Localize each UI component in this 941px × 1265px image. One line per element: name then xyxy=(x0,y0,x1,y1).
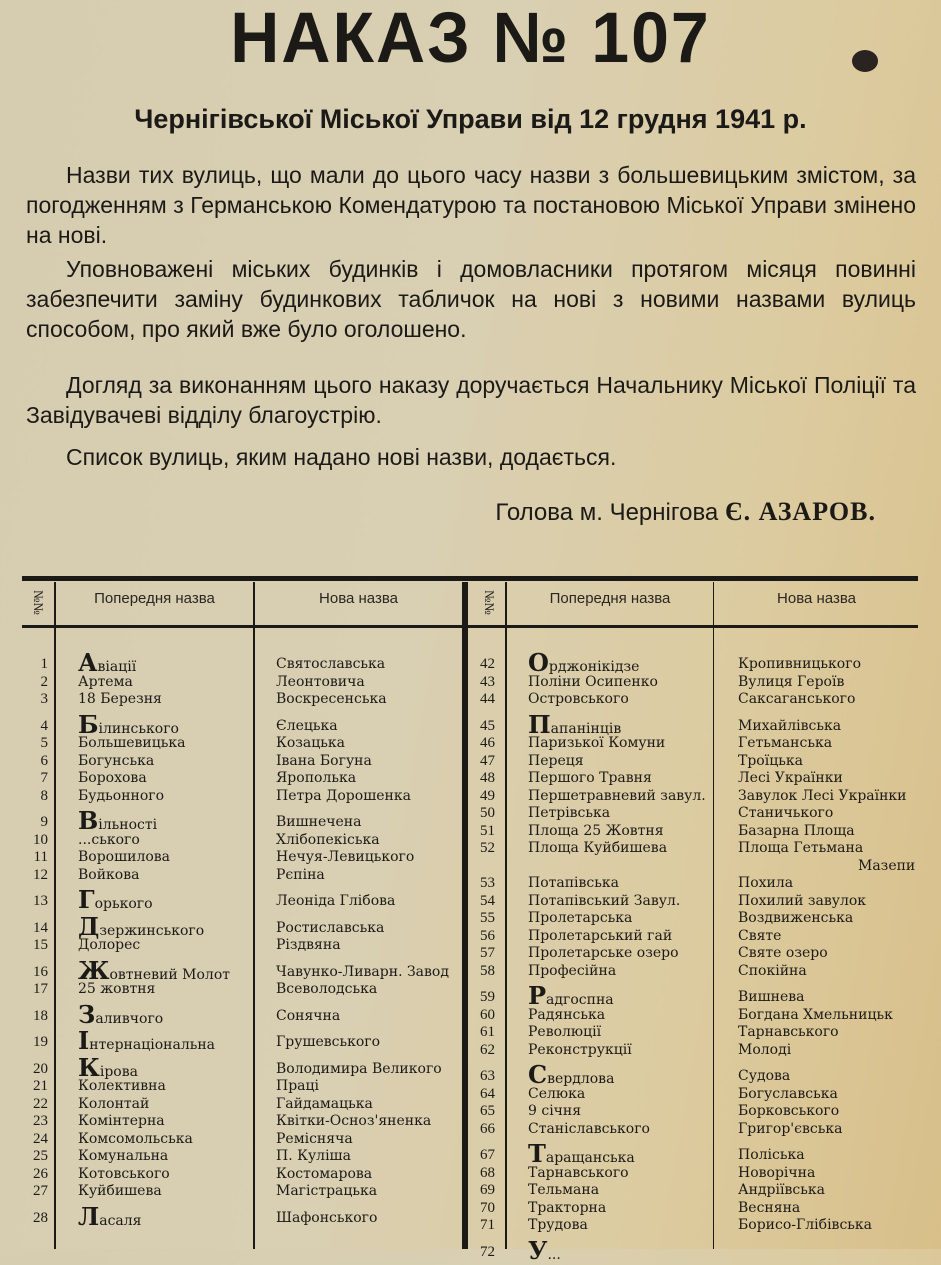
order-title: НАКАЗ № 107 xyxy=(230,0,711,78)
row-number: 42 xyxy=(480,656,495,672)
row-number: 19 xyxy=(33,1034,48,1050)
initial-letter: Р xyxy=(528,981,547,1010)
new-name: Святе озеро xyxy=(738,945,828,961)
header-previous-right: Попередня назва xyxy=(549,590,671,607)
row-number: 4 xyxy=(40,717,48,734)
previous-name: Переця xyxy=(528,752,584,769)
table-header-rule xyxy=(22,625,918,628)
row-number: 11 xyxy=(33,849,48,865)
row-number: 10 xyxy=(33,831,48,848)
initial-letter: З xyxy=(78,999,96,1029)
previous-name: Будьонного xyxy=(78,787,165,804)
row-number: 52 xyxy=(480,840,495,856)
new-name: Нечуя-Левицького xyxy=(276,849,415,865)
previous-name: Радянська xyxy=(528,1006,606,1023)
row-number: 47 xyxy=(480,752,495,769)
previous-name: Борохова xyxy=(78,770,147,786)
previous-name: Потапівський Завул. xyxy=(528,892,681,909)
initial-letter: Т xyxy=(528,1139,546,1168)
previous-name: Реконструкції xyxy=(528,1041,632,1058)
row-number: 5 xyxy=(40,735,48,751)
row-number: 68 xyxy=(480,1164,495,1181)
previous-name: Паризької Комуни xyxy=(528,735,666,751)
previous-name: Петрівська xyxy=(528,805,611,821)
previous-name: Богунська xyxy=(78,752,155,769)
new-name: Кропивницького xyxy=(738,656,861,672)
initial-letter: Л xyxy=(78,1201,100,1231)
new-name: Рєпіна xyxy=(276,866,325,883)
previous-name: Пролетарське озеро xyxy=(528,945,679,961)
new-name: Всеволодська xyxy=(276,981,378,997)
row-number: 61 xyxy=(480,1024,495,1040)
previous-name: У... xyxy=(528,1235,561,1265)
new-name: Ремісняча xyxy=(276,1130,353,1147)
row-number: 63 xyxy=(480,1068,495,1084)
divider xyxy=(505,582,507,1249)
previous-name: Свердлова xyxy=(528,1060,615,1089)
row-number: 25 xyxy=(33,1148,48,1164)
previous-name: Тельмана xyxy=(528,1182,600,1198)
previous-name: Потапівська xyxy=(528,875,619,891)
divider xyxy=(713,582,714,1249)
row-number: 1 xyxy=(40,656,48,672)
new-name: Магістрацька xyxy=(276,1183,378,1199)
new-name: Гетьманська xyxy=(738,735,833,751)
header-new-right: Нова назва xyxy=(777,590,856,607)
new-name: Тарнавського xyxy=(738,1024,839,1040)
new-name: Воздвиженська xyxy=(738,910,854,926)
initial-letter: Ж xyxy=(78,955,110,985)
initial-letter: Б xyxy=(78,709,99,739)
new-name: Спокійна xyxy=(738,962,807,979)
new-name: Лесі Українки xyxy=(738,770,843,786)
previous-name: Першого Травня xyxy=(528,770,652,786)
previous-name: Артема xyxy=(78,673,133,690)
row-number: 3 xyxy=(40,691,48,707)
previous-name: Пролетарський гай xyxy=(528,927,673,944)
previous-name: Радгоспна xyxy=(528,981,614,1010)
row-number: 56 xyxy=(480,927,495,944)
paragraph-1: Назви тих вулиць, що мали до цього часу назви з большевицьким змістом, за погодженням з Германською Комендатурою та постановою Міської Управи змінено на нові. xyxy=(26,162,916,248)
new-name: Завулок Лесі Українки xyxy=(738,787,907,804)
new-name: Чавунко-Ливарн. Завод xyxy=(276,963,449,980)
row-number: 62 xyxy=(480,1041,495,1058)
new-name: Петра Дорошенка xyxy=(276,787,411,804)
row-number: 58 xyxy=(480,962,495,979)
previous-name: Тракторна xyxy=(528,1199,607,1216)
row-number: 2 xyxy=(40,673,48,690)
new-name: Леоніда Глібова xyxy=(276,893,396,909)
row-number: 67 xyxy=(480,1147,495,1163)
new-name: Ярополька xyxy=(276,770,357,786)
row-number: 27 xyxy=(33,1183,48,1199)
row-number: 20 xyxy=(33,1060,48,1077)
new-name: Весняна xyxy=(738,1199,801,1216)
row-number: 66 xyxy=(480,1120,495,1137)
new-name: Ростиславська xyxy=(276,919,385,936)
row-number: 59 xyxy=(480,989,495,1005)
row-number: 15 xyxy=(33,937,48,953)
new-name: Різдвяна xyxy=(276,937,341,953)
row-number: 71 xyxy=(480,1217,495,1233)
previous-name: Заливчого xyxy=(78,999,164,1029)
table-top-rule xyxy=(22,576,918,581)
previous-name: Пролетарська xyxy=(528,910,633,926)
previous-name: Таращанська xyxy=(528,1139,635,1168)
signature-name: Є. АЗАРОВ. xyxy=(724,497,876,526)
row-number: 17 xyxy=(33,981,48,997)
row-number: 43 xyxy=(480,673,495,690)
row-number: 54 xyxy=(480,892,495,909)
initial-letter: І xyxy=(78,1026,90,1055)
new-name: Леонтовича xyxy=(276,673,365,690)
ink-stain xyxy=(852,50,878,72)
previous-name: Колективна xyxy=(78,1078,166,1094)
new-name: Борисо-Глібівська xyxy=(738,1217,872,1233)
previous-name: Комінтерна xyxy=(78,1113,165,1129)
row-number: 48 xyxy=(480,770,495,786)
previous-name: Селюка xyxy=(528,1085,586,1102)
initial-letter: У xyxy=(528,1235,548,1265)
previous-name: Ворошилова xyxy=(78,849,171,865)
signature-prefix: Голова м. Чернігова xyxy=(495,499,719,526)
initial-letter: А xyxy=(78,648,98,677)
new-name: Новорічна xyxy=(738,1164,816,1181)
previous-name: Авіації xyxy=(78,648,137,677)
previous-name: Комсомольська xyxy=(78,1130,193,1147)
previous-name: Дзержинського xyxy=(78,911,205,941)
new-name: Квітки-Осноз'яненка xyxy=(276,1113,432,1129)
header-previous-left: Попередня назва xyxy=(94,590,215,607)
header-number-right: №№ xyxy=(482,590,497,615)
row-number: 9 xyxy=(40,814,48,830)
previous-name: Жовтневий Молот xyxy=(78,955,230,985)
row-number: 21 xyxy=(33,1078,48,1094)
previous-name: Колонтай xyxy=(78,1095,150,1112)
new-name: Площа Гетьмана xyxy=(738,840,864,856)
row-number: 55 xyxy=(480,910,495,926)
new-name: Борковського xyxy=(738,1103,840,1119)
previous-name: Комунальна xyxy=(78,1148,169,1164)
row-number: 26 xyxy=(33,1165,48,1182)
divider xyxy=(54,582,56,1249)
previous-name: Куйбишева xyxy=(78,1183,162,1199)
previous-name: 9 січня xyxy=(528,1103,582,1119)
initial-letter: О xyxy=(528,648,549,677)
new-name: Саксаганського xyxy=(738,691,856,707)
previous-name: Горького xyxy=(78,885,153,914)
row-number: 24 xyxy=(33,1130,48,1147)
row-number: 7 xyxy=(40,770,48,786)
new-name: Івана Богуна xyxy=(276,752,372,769)
previous-name: Площа Куйбишева xyxy=(528,840,668,856)
row-number: 8 xyxy=(40,787,48,804)
new-name: Вулиця Героїв xyxy=(738,673,845,690)
row-number: 23 xyxy=(33,1113,48,1129)
row-number: 65 xyxy=(480,1103,495,1119)
new-name: Праці xyxy=(276,1078,319,1094)
paragraph-3: Догляд за виконанням цього наказу доручається Начальнику Міської Поліції та Завідувачеві відділу благоустрію. xyxy=(26,372,916,428)
previous-name: Станіславського xyxy=(528,1120,650,1137)
previous-name: Вільності xyxy=(78,806,158,835)
row-number: 70 xyxy=(480,1199,495,1216)
row-number: 50 xyxy=(480,805,495,821)
new-name: Хлібопекіська xyxy=(276,831,380,848)
signature xyxy=(495,497,876,527)
previous-name: Кірова xyxy=(78,1052,138,1082)
row-number: 57 xyxy=(480,945,495,961)
previous-name: Орджонікідзе xyxy=(528,648,640,677)
row-number: 16 xyxy=(33,963,48,980)
previous-name: Професійна xyxy=(528,962,617,979)
new-name: Вишнева xyxy=(738,989,805,1005)
new-name: Богдана Хмельницьк xyxy=(738,1006,893,1023)
new-name: Костомарова xyxy=(276,1165,373,1182)
new-name: Базарна Площа xyxy=(738,822,855,839)
new-name: Сонячна xyxy=(276,1007,341,1024)
new-name: Судова xyxy=(738,1068,791,1084)
new-name: Богуславська xyxy=(738,1085,838,1102)
new-name-continued: Мазепи xyxy=(858,857,916,874)
new-name: Похила xyxy=(738,875,794,891)
row-number: 18 xyxy=(33,1007,48,1024)
header-number-left: №№ xyxy=(31,590,46,615)
previous-name: 18 Березня xyxy=(78,691,162,707)
new-name: Воскресенська xyxy=(276,691,387,707)
new-name: Григор'євська xyxy=(738,1120,843,1137)
new-name: П. Куліша xyxy=(276,1148,351,1164)
previous-name: Першетравневий завул. xyxy=(528,787,706,804)
new-name: Єлецька xyxy=(276,717,338,734)
row-number: 53 xyxy=(480,875,495,891)
row-number: 64 xyxy=(480,1085,495,1102)
previous-name: Войкова xyxy=(78,866,140,883)
new-name: Святе xyxy=(738,927,782,944)
row-number: 69 xyxy=(480,1182,495,1198)
previous-name: Котовського xyxy=(78,1165,170,1182)
row-number: 45 xyxy=(480,717,495,734)
previous-name: 25 жовтня xyxy=(78,981,156,997)
new-name: Володимира Великого xyxy=(276,1060,442,1077)
row-number: 60 xyxy=(480,1006,495,1023)
previous-name: Трудова xyxy=(528,1217,588,1233)
row-number: 49 xyxy=(480,787,495,804)
initial-letter: Г xyxy=(78,885,95,914)
divider xyxy=(253,582,255,1249)
previous-name: Інтернаціональна xyxy=(78,1026,216,1055)
previous-name: Ласаля xyxy=(78,1201,142,1231)
new-name: Андріївська xyxy=(738,1182,825,1198)
new-name: Святославська xyxy=(276,656,386,672)
previous-name: Островського xyxy=(528,691,629,707)
new-name: Станичького xyxy=(738,805,834,821)
new-name: Похилий завулок xyxy=(738,892,867,909)
new-name: Троїцька xyxy=(738,752,803,769)
row-number: 14 xyxy=(33,919,48,936)
previous-name: Революції xyxy=(528,1024,602,1040)
previous-name: Білинського xyxy=(78,709,179,739)
header-new-left: Нова назва xyxy=(319,590,398,607)
new-name: Поліська xyxy=(738,1147,805,1163)
new-name: Козацька xyxy=(276,735,345,751)
paragraph-2: Уповноважені міських будинків і домовласники протягом місяця повинні забезпечити заміну будинкових табличок на нові з новими назвами вулиць способом, про який вже було оголошено. xyxy=(26,256,916,342)
previous-name: Поліни Осипенко xyxy=(528,673,658,690)
new-name: Шафонського xyxy=(276,1209,378,1226)
initial-letter: П xyxy=(528,709,551,739)
new-name: Грушевського xyxy=(276,1034,381,1050)
previous-name: Долорес xyxy=(78,937,141,953)
initial-letter: В xyxy=(78,806,99,835)
row-number: 22 xyxy=(33,1095,48,1112)
paragraph-4: Список вулиць, яким надано нові назви, додається. xyxy=(66,444,617,470)
initial-letter: К xyxy=(78,1052,100,1082)
previous-name: Тарнавського xyxy=(528,1164,629,1181)
new-name: Молоді xyxy=(738,1041,792,1058)
order-subtitle: Чернігівської Міської Управи від 12 грудня 1941 р. xyxy=(134,104,807,134)
previous-name: ...ського xyxy=(78,831,140,848)
row-number: 46 xyxy=(480,735,495,751)
previous-name: Площа 25 Жовтня xyxy=(528,822,664,839)
new-name: Вишнечена xyxy=(276,814,362,830)
initial-letter: С xyxy=(528,1060,548,1089)
new-name: Гайдамацька xyxy=(276,1095,373,1112)
previous-name: Папанінців xyxy=(528,709,622,739)
row-number: 6 xyxy=(40,752,48,769)
row-number: 28 xyxy=(33,1209,48,1226)
new-name: Михайлівська xyxy=(738,717,842,734)
row-number: 12 xyxy=(33,866,48,883)
row-number: 44 xyxy=(480,691,495,707)
initial-letter: Д xyxy=(78,911,100,941)
row-number: 13 xyxy=(33,893,48,909)
row-number: 72 xyxy=(480,1243,495,1260)
previous-name: Большевицька xyxy=(78,735,186,751)
row-number: 51 xyxy=(480,822,495,839)
